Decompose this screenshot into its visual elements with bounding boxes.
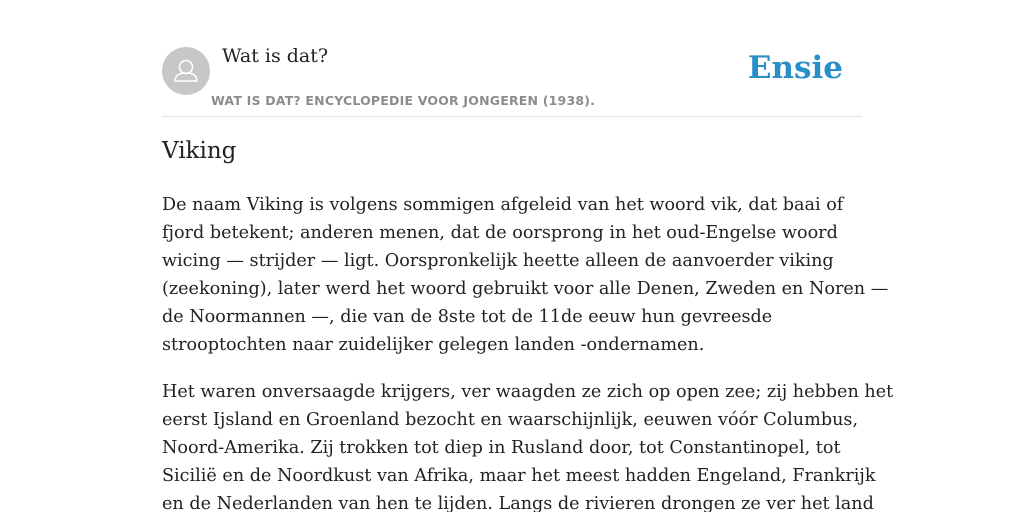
text-line: wicing — strijder — ligt. Oorspronkelijk heette alleen de aanvoerder viking	[162, 251, 834, 271]
article-paragraph	[162, 191, 889, 359]
text-line: fjord betekent; anderen menen, dat de oorsprong in het oud-Engelse woord	[162, 223, 838, 243]
text-line: Het waren onversaagde krijgers, ver waagden ze zich op open zee; zij hebben het	[162, 382, 894, 402]
user-icon	[162, 47, 210, 95]
text-line: Sicilië en de Noordkust van Afrika, maar het meest hadden Engeland, Frankrijk	[162, 466, 876, 486]
brand-logo[interactable]: Ensie	[747, 50, 843, 86]
text-line: (zeekoning), later werd het woord gebruikt voor alle Denen, Zweden en Noren —	[162, 279, 889, 299]
text-line: Noord-Amerika. Zij trokken tot diep in Rusland door, tot Constantinopel, tot	[162, 438, 841, 458]
source-title[interactable]: Wat is dat?	[222, 45, 329, 67]
text-line: eerst Ijsland en Groenland bezocht en waarschijnlijk, eeuwen vóór Columbus,	[162, 410, 859, 430]
text-line: De naam Viking is volgens sommigen afgeleid van het woord vik, dat baai of	[162, 195, 844, 215]
avatar[interactable]	[162, 47, 210, 95]
text-line: de Noormannen —, die van de 8ste tot de 11de eeuw hun gevreesde	[162, 307, 773, 327]
text-line: strooptochten naar zuidelijker gelegen landen -ondernamen.	[162, 335, 705, 355]
source-subtitle[interactable]: WAT IS DAT? ENCYCLOPEDIE VOOR JONGEREN (1938).	[211, 93, 596, 108]
text-line: en de Nederlanden van hen te lijden. Langs de rivieren drongen ze ver het land	[162, 494, 874, 512]
article-paragraph	[162, 378, 894, 512]
article-title: Viking	[162, 138, 237, 164]
source-header	[162, 0, 862, 117]
article-body	[162, 191, 894, 512]
